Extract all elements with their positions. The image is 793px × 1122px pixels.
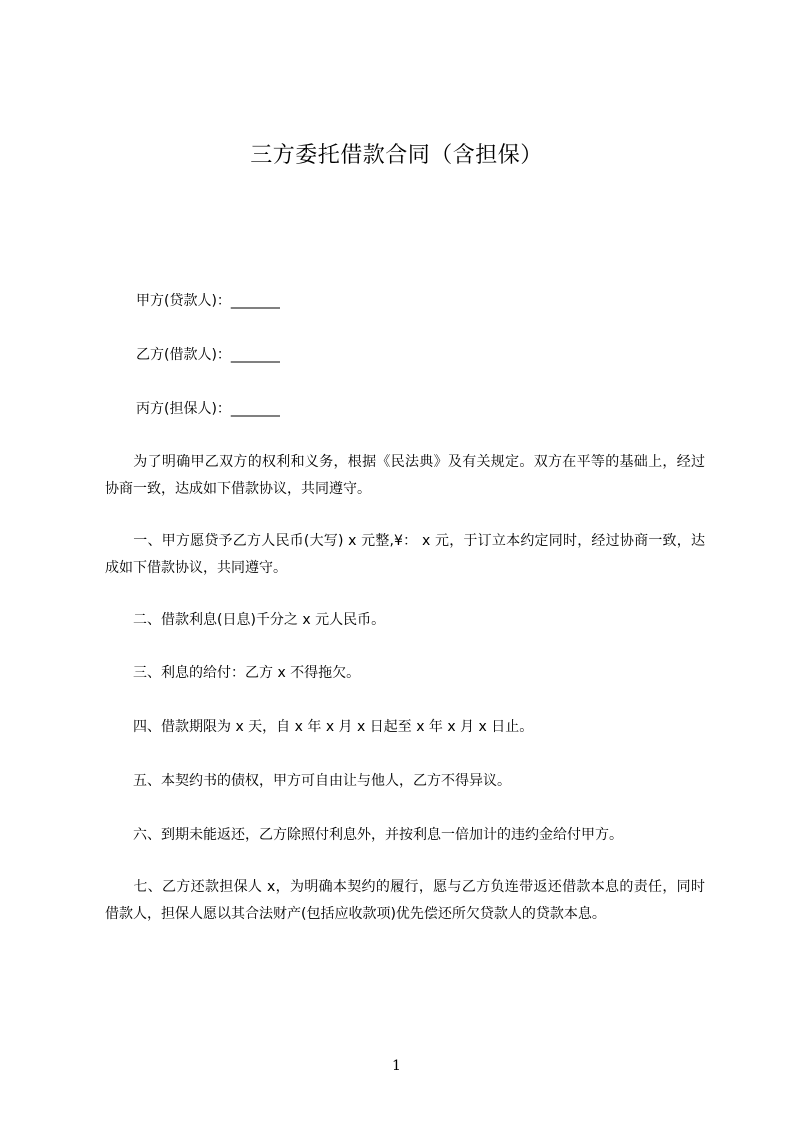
clause-text: 五、本契约书的债权，甲方可自由让与他人，乙方不得异议。 bbox=[133, 773, 511, 789]
clause-4 bbox=[105, 714, 705, 741]
clause-1 bbox=[105, 528, 705, 582]
intro-text: 为了明确甲乙双方的权利和义务，根据《民法典》及有关规定。双方在平等的基础上，经过协商一致，达成如下借款协议，共同遵守。 bbox=[105, 454, 705, 497]
clause-text: 七、乙方还款担保人 x，为明确本契约的履行，愿与乙方负连带返还借款本息的责任，同时借款人，担保人愿以其合法财产(包括应收款项)优先偿还所欠贷款人的贷款本息。 bbox=[105, 879, 705, 922]
clause-7 bbox=[105, 874, 705, 928]
clause-6 bbox=[105, 822, 705, 849]
party-lender: 甲方(贷款人)：_______ bbox=[136, 293, 280, 309]
party-borrower: 乙方(借款人)：_______ bbox=[136, 347, 280, 363]
party-guarantor: 丙方(担保人)：_______ bbox=[136, 401, 280, 417]
intro-paragraph bbox=[105, 449, 705, 503]
page-number: 1 bbox=[392, 1058, 401, 1074]
clause-text: 二、借款利息(日息)千分之 x 元人民币。 bbox=[133, 612, 386, 628]
clause-text: 三、利息的给付：乙方 x 不得拖欠。 bbox=[133, 665, 361, 681]
clause-text: 六、到期未能返还，乙方除照付利息外，并按利息一倍加计的违约金给付甲方。 bbox=[133, 827, 623, 843]
clause-5 bbox=[105, 768, 705, 795]
document-title: 三方委托借款合同（含担保） bbox=[250, 143, 543, 168]
clause-text: 一、甲方愿贷予乙方人民币(大写) x 元整,¥： x 元，于订立本约定同时，经过协商一致，达成如下借款协议，共同遵守。 bbox=[105, 533, 705, 576]
clause-3 bbox=[105, 660, 705, 687]
clause-text: 四、借款期限为 x 天，自 x 年 x 月 x 日起至 x 年 x 月 x 日止。 bbox=[133, 719, 534, 735]
clause-2 bbox=[105, 607, 705, 634]
